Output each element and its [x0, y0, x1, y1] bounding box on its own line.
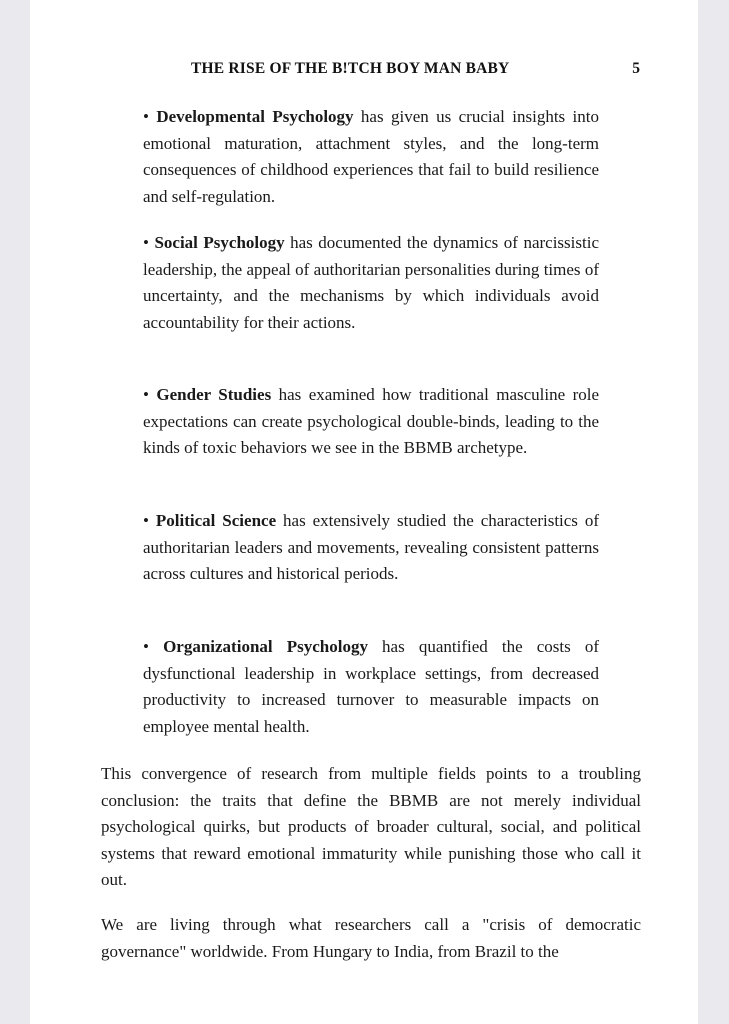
book-page	[30, 0, 698, 1024]
bullet-marker: •	[143, 385, 149, 404]
bullet-text: has given us crucial insights into emotional maturation, attachment styles, and the long-term consequences of childhood experiences that fail to build resilience and self-regulation.	[143, 107, 599, 206]
bullet-gender-studies	[143, 382, 599, 462]
bullet-text: has extensively studied the characteristics of authoritarian leaders and movements, revealing consistent patterns across cultures and historical periods.	[143, 511, 600, 583]
bullet-developmental-psychology	[143, 104, 599, 210]
bullet-term: Organizational Psychology	[163, 637, 368, 656]
page-number: 5	[632, 60, 640, 77]
bullet-term: Gender Studies	[156, 385, 272, 404]
bullet-text: has examined how traditional masculine role expectations can create psychological double-binds, leading to the kinds of toxic behaviors we see in the BBMB archetype.	[143, 385, 600, 457]
bullet-text: has quantified the costs of dysfunctional leadership in workplace settings, from decreased productivity to increased turnover to measurable impacts on employee mental health.	[143, 637, 600, 736]
bullet-marker: •	[143, 637, 149, 656]
body-paragraph: We are living through what researchers call a "crisis of democratic governance" worldwide. From Hungary to India, from Brazil to the	[101, 915, 641, 961]
bullet-term: Social Psychology	[154, 233, 285, 252]
bullet-marker: •	[143, 107, 149, 126]
bullet-political-science	[143, 508, 599, 588]
page-header	[30, 60, 698, 82]
bullet-term: Developmental Psychology	[156, 107, 354, 126]
running-title: THE RISE OF THE B!TCH BOY MAN BABY	[191, 60, 510, 77]
bullet-marker: •	[143, 511, 149, 530]
bullet-organizational-psychology	[143, 634, 599, 740]
bullet-term: Political Science	[155, 511, 277, 530]
bullet-text: has documented the dynamics of narcissistic leadership, the appeal of authoritarian personalities during times of uncertainty, and the mechanisms by which individuals avoid accountability for their actions.	[143, 233, 599, 332]
body-paragraph: This convergence of research from multiple fields points to a troubling conclusion: the traits that define the BBMB are not merely individual psychological quirks, but products of broader cultural, social, and political systems that reward emotional immaturity while punishing those who call it out.	[101, 764, 641, 889]
bullet-social-psychology	[143, 230, 599, 336]
bullet-marker: •	[143, 233, 149, 252]
